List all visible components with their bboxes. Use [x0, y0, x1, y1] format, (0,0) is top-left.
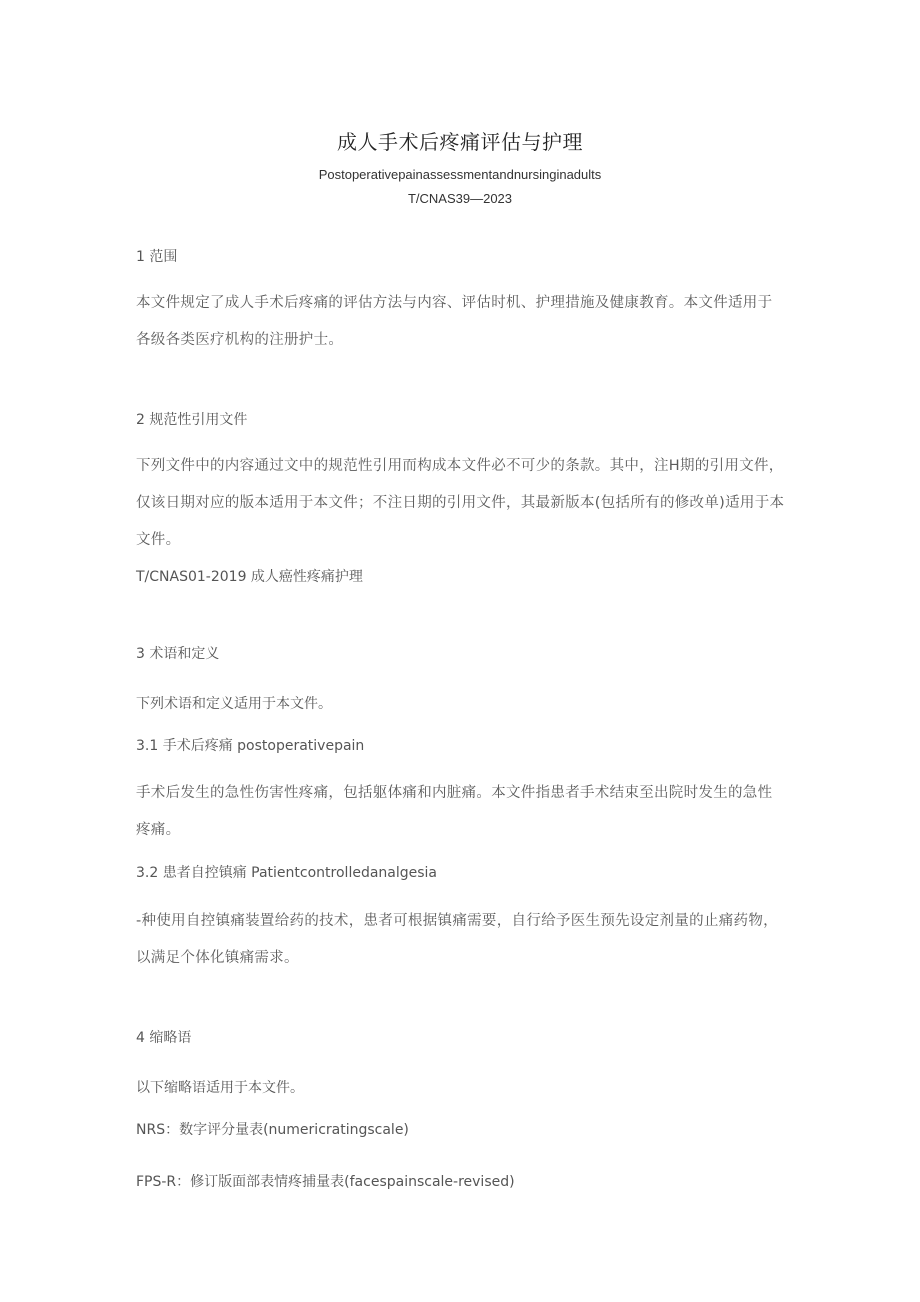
section-3-intro: 下列术语和定义适用于本文件。 [136, 696, 332, 712]
section-4-heading: 4 缩略语 [136, 1030, 192, 1046]
section-1-paragraph: 本文件规定了成人手术后疼痛的评估方法与内容、评估时机、护理措施及健康教育。本文件适用于各级各类医疗机构的注册护士。 [136, 295, 773, 348]
section-2-heading: 2 规范性引用文件 [136, 412, 248, 428]
normative-reference: T/CNAS01-2019 成人癌性疼痛护理 [136, 569, 363, 585]
abbreviation-nrs: NRS：数字评分量表(numericratingscale) [136, 1122, 409, 1138]
document-title: 成人手术后疼痛评估与护理 [337, 130, 583, 154]
section-1-heading: 1 范围 [136, 249, 178, 265]
abbreviation-fps-r: FPS-R：修订版面部表情疼捕量表(facespainscale-revised) [136, 1174, 515, 1190]
section-2-paragraph: 下列文件中的内容通过文中的规范性引用而构成本文件必不可少的条款。其中，注H期的引用文件，仅该日期对应的版本适用于本文件；不注日期的引用文件，其最新版本(包括所有的修改单)适用于本文件。 [136, 458, 785, 548]
english-title: Postoperativepainassessmentandnursinginadults [318, 167, 602, 182]
section-4-intro: 以下缩略语适用于本文件。 [136, 1080, 304, 1096]
term-3-2-definition: -种使用自控镇痛装置给药的技术，患者可根据镇痛需要，自行给予医生预先设定剂量的止痛药物，以满足个体化镇痛需求。 [136, 913, 778, 966]
term-3-1-definition: 手术后发生的急性伤害性疼痛，包括躯体痛和内脏痛。本文件指患者手术结束至出院时发生的急性疼痛。 [136, 785, 773, 838]
term-3-1-heading: 3.1 手术后疼痛 postoperativepain [136, 738, 365, 754]
standard-number: T/CNAS39—2023 [407, 191, 513, 206]
section-3-heading: 3 术语和定义 [136, 646, 220, 662]
term-3-2-heading: 3.2 患者自控镇痛 Patientcontrolledanalgesia [136, 865, 438, 881]
